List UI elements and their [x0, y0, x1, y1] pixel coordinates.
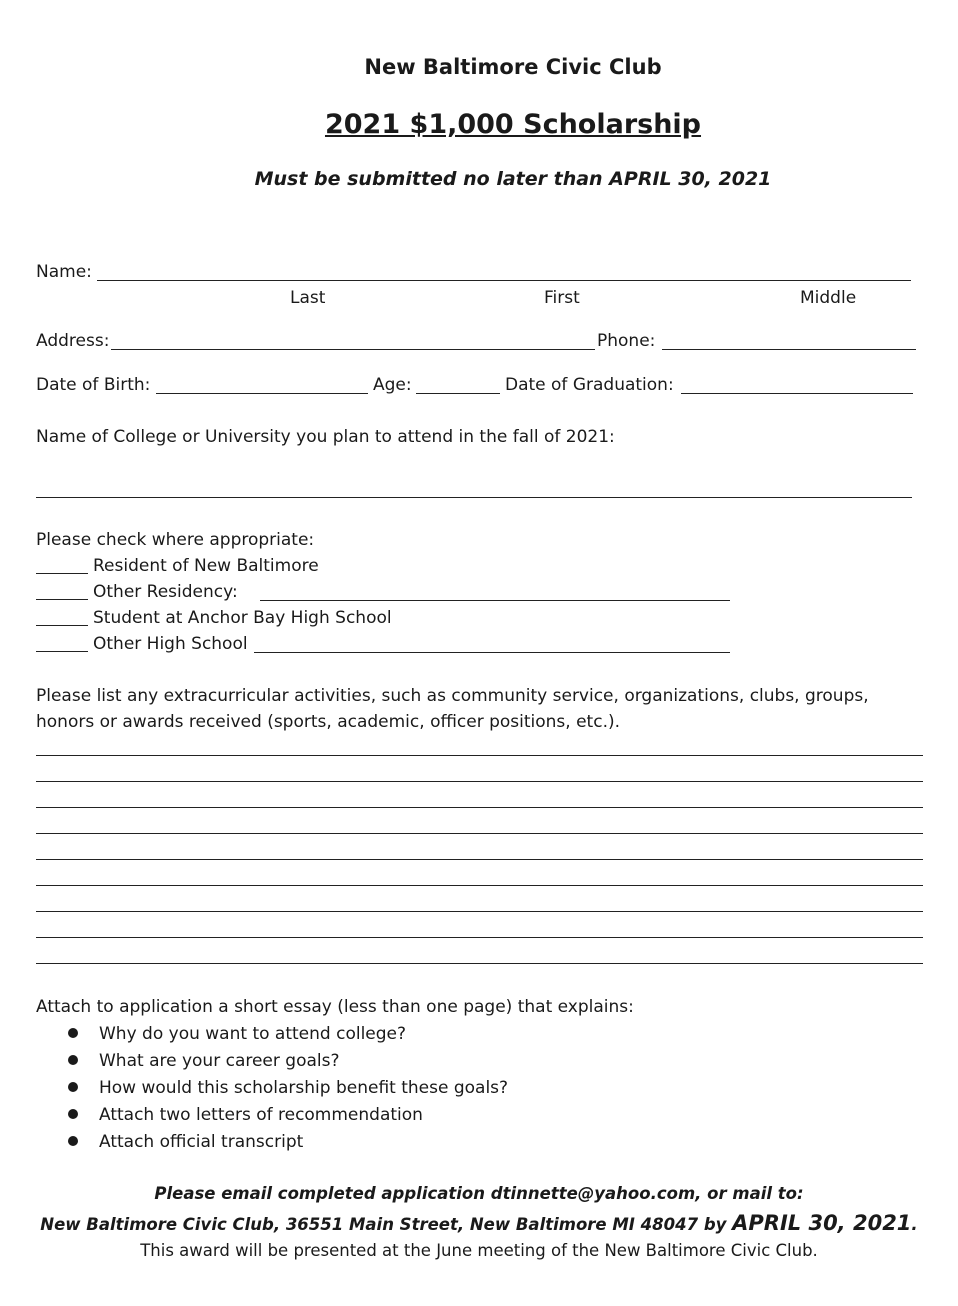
bullet-icon: [68, 1109, 78, 1119]
activities-line[interactable]: [36, 937, 923, 938]
activities-line[interactable]: [36, 963, 923, 964]
check-label-resident: Resident of New Baltimore: [93, 556, 319, 576]
footer-deadline-date: APRIL 30, 2021: [732, 1211, 912, 1235]
college-field[interactable]: [36, 497, 912, 498]
footer-address: New Baltimore Civic Club, 36551 Main Street, New Baltimore MI 48047 by: [40, 1215, 727, 1234]
footer-address-line: [0, 1210, 958, 1238]
activities-line[interactable]: [36, 859, 923, 860]
essay-item: How would this scholarship benefit these goals?: [99, 1078, 509, 1098]
check-blank-other-high-school[interactable]: [36, 651, 88, 652]
footer-period: .: [911, 1215, 918, 1234]
activities-line[interactable]: [36, 911, 923, 912]
name-label: Name:: [36, 262, 92, 282]
check-blank-resident[interactable]: [36, 573, 88, 574]
form-title: 2021 $1,000 Scholarship: [324, 109, 702, 140]
graduation-field[interactable]: [681, 393, 913, 394]
name-first-caption: First: [544, 288, 580, 308]
footer-award-note: This award will be presented at the June meeting of the New Baltimore Civic Club.: [140, 1241, 818, 1260]
phone-field[interactable]: [662, 349, 916, 350]
essay-item: Attach two letters of recommendation: [99, 1105, 423, 1125]
essay-item: What are your career goals?: [99, 1051, 340, 1071]
bullet-icon: [68, 1055, 78, 1065]
age-field[interactable]: [416, 393, 500, 394]
deadline-notice: Must be submitted no later than APRIL 30, 2021: [254, 168, 772, 190]
dob-field[interactable]: [156, 393, 368, 394]
address-label: Address:: [36, 331, 110, 351]
check-label-other-residency: Other Residency:: [93, 582, 238, 602]
phone-label: Phone:: [597, 331, 656, 351]
check-label-other-high-school: Other High School: [93, 634, 248, 654]
activities-line[interactable]: [36, 885, 923, 886]
dob-label: Date of Birth:: [36, 375, 151, 395]
footer-email-line: Please email completed application dtinnette@yahoo.com, or mail to:: [154, 1184, 804, 1203]
check-intro: Please check where appropriate:: [36, 530, 315, 550]
other-residency-field[interactable]: [260, 600, 730, 601]
bullet-icon: [68, 1136, 78, 1146]
activities-prompt-line1: Please list any extracurricular activities, such as community service, organizations, clubs, groups,: [36, 686, 869, 706]
address-field[interactable]: [111, 349, 595, 350]
check-blank-other-residency[interactable]: [36, 599, 88, 600]
name-last-caption: Last: [290, 288, 326, 308]
graduation-label: Date of Graduation:: [505, 375, 674, 395]
check-label-anchor-bay: Student at Anchor Bay High School: [93, 608, 392, 628]
age-label: Age:: [373, 375, 412, 395]
name-middle-caption: Middle: [800, 288, 857, 308]
activities-prompt-line2: honors or awards received (sports, academic, officer positions, etc.).: [36, 712, 621, 732]
activities-line[interactable]: [36, 807, 923, 808]
activities-line[interactable]: [36, 833, 923, 834]
other-high-school-field[interactable]: [254, 652, 730, 653]
activities-line[interactable]: [36, 755, 923, 756]
essay-intro: Attach to application a short essay (less than one page) that explains:: [36, 997, 634, 1017]
bullet-icon: [68, 1082, 78, 1092]
essay-item: Why do you want to attend college?: [99, 1024, 407, 1044]
college-label: Name of College or University you plan to attend in the fall of 2021:: [36, 427, 615, 447]
org-name: New Baltimore Civic Club: [364, 55, 662, 79]
check-blank-anchor-bay[interactable]: [36, 625, 88, 626]
bullet-icon: [68, 1028, 78, 1038]
activities-line[interactable]: [36, 781, 923, 782]
essay-item: Attach official transcript: [99, 1132, 304, 1152]
name-field[interactable]: [97, 280, 911, 281]
